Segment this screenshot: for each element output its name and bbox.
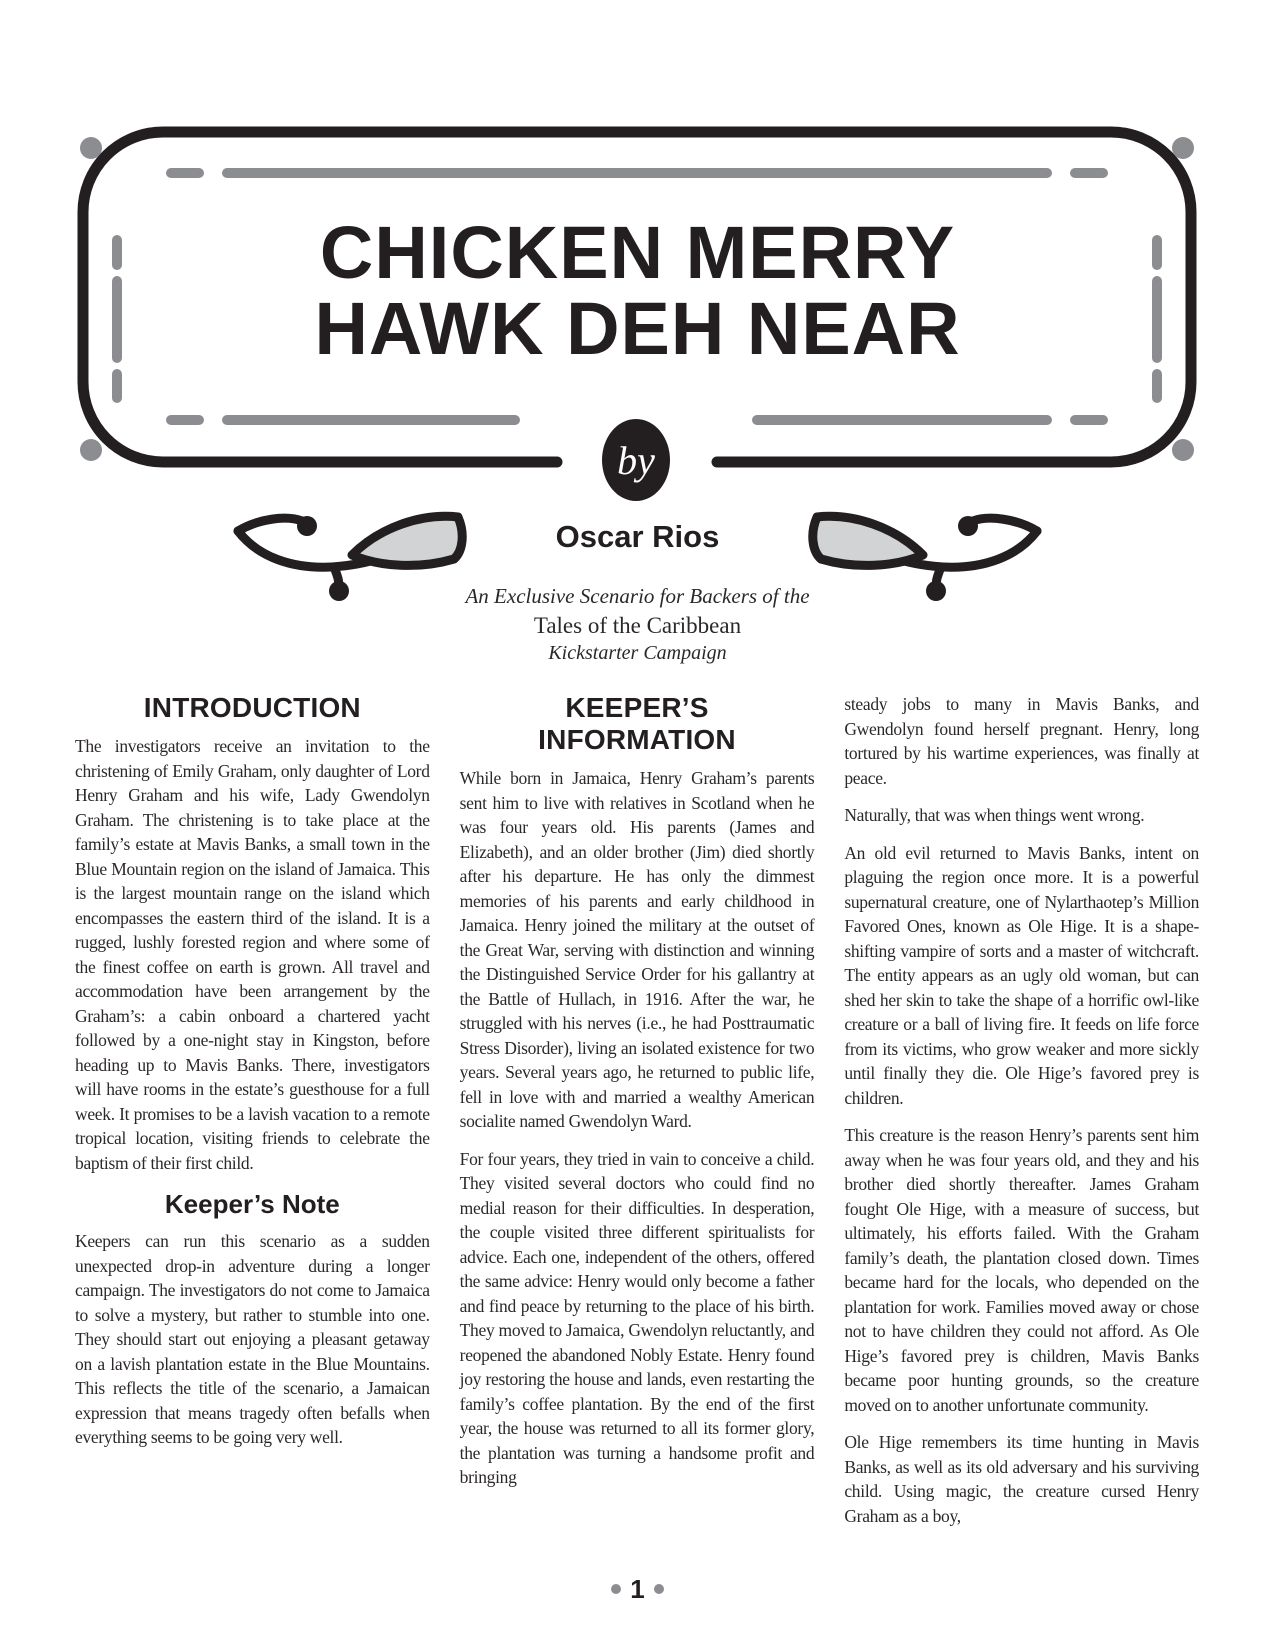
section-heading-introduction: INTRODUCTION xyxy=(143,692,361,723)
corner-dot-icon xyxy=(80,439,102,461)
section-heading-keepers-information: KEEPER’S INFORMATION xyxy=(538,692,736,755)
section-heading-keepers-note: Keeper’s Note xyxy=(164,1189,340,1219)
subtitle-line-3: Kickstarter Campaign xyxy=(548,642,727,664)
paragraph: For four years, they tried in vain to conceive a child. They visited several doctors who could find no medial reason for their difficulties. In desperation, the couple visited three different spiritualists for advice. Each one, independent of the others, offered the same advice: Henry would only become a father and find peace by returning to the place of his birth. They moved to Jamaica, Gwendolyn reluctantly, and reopened the abandoned Nobly Estate. Henry found joy restoring the house and lands, even restarting the family’s coffee plantation. By the end of the first year, the house was returned to all its former glory, the plantation was turning a handsome profit and bringing xyxy=(459,1148,815,1487)
page-title xyxy=(0,211,1275,370)
paragraph: While born in Jamaica, Henry Graham’s parents sent him to live with relatives in Scotland when he was four years old. His parents (James and Elizabeth), and an older brother (Jim) died shortly after his departure. He has only the dimmest memories of his parents and early childhood in Jamaica. Henry joined the military at the outset of the Great War, serving with distinction and winning the Distinguished Service Order for his gallantry at the Battle of Hullach, in 1916. After the war, he struggled with his nerves (i.e., he had Posttraumatic Stress Disorder), living an isolated existence for two years. Several years ago, he returned to public life, fell in love with and married a wealthy American socialite named Gwendolyn Ward. xyxy=(459,768,815,1131)
paragraph: Ole Hige remembers its time hunting in Mavis Banks, as well as its old adversary and his surviving child. Using magic, the creature cursed Henry Graham as a boy, xyxy=(844,1432,1200,1526)
corner-dot-icon xyxy=(1172,439,1194,461)
paragraph: Naturally, that was when things went wrong. xyxy=(844,805,1145,825)
page-dot-icon xyxy=(611,1584,621,1594)
paragraph: steady jobs to many in Mavis Banks, and Gwendolyn found herself pregnant. Henry, long tortured by his wartime experiences, was finally at peace. xyxy=(844,694,1200,788)
corner-dot-icon xyxy=(80,137,102,159)
paragraph: This creature is the reason Henry’s parents sent him away when he was four years old, and they and his brother died shortly thereafter. James Graham fought Ole Hige, with a measure of success, but ultimately, his efforts failed. With the Graham family’s death, the plantation closed down. Times became hard for the locals, who depended on the plantation for work. Families moved away or chose not to have children they could not afford. As Ole Hige’s favored prey is children, Mavis Banks became poor hunting grounds, so the creature moved on to another unfortunate community. xyxy=(844,1125,1200,1415)
paragraph: The investigators receive an invitation to the christening of Emily Graham, only daughter of Lord Henry Graham and his wife, Lady Gwendolyn Graham. The christening is to take place at the family’s estate at Mavis Banks, a small town in the Blue Mountain region on the island of Jamaica. This is the largest mountain range on the island which encompasses the eastern third of the island. It is a rugged, lushly forested region and where some of the finest coffee on earth is grown. All travel and accommodation have been arrangement by the Graham’s: a cabin onboard a chartered yacht followed by a one-night stay in Kingston, before heading up to Mavis Banks. There, investigators will have rooms in the estate’s guesthouse for a full week. It promises to be a lavish vacation to a remote tropical location, visiting friends to celebrate the baptism of their first child. xyxy=(75,736,430,1173)
column-2 xyxy=(460,692,815,1541)
subtitle-line-2: Tales of the Caribbean xyxy=(533,613,742,638)
page-dot-icon xyxy=(654,1584,664,1594)
corner-dot-icon xyxy=(1172,137,1194,159)
author-name: Oscar Rios xyxy=(555,519,720,554)
subtitle-line-1: An Exclusive Scenario for Backers of the xyxy=(465,584,810,608)
column-1 xyxy=(75,692,430,1541)
byline-prefix: by xyxy=(617,438,655,483)
column-3 xyxy=(844,692,1199,1541)
paragraph: Keepers can run this scenario as a sudden unexpected drop-in adventure during a longer campaign. The investigators do not come to Jamaica to solve a mystery, but rather to stumble into one. They should start out enjoying a pleasant getaway on a lavish plantation estate in the Blue Mountains. This reflects the title of the scenario, a Jamaican expression that means tragedy often befalls when everything seems to be going very well. xyxy=(75,1231,430,1447)
title-line-2: HAWK DEH NEAR xyxy=(314,287,961,370)
title-line-1: CHICKEN MERRY xyxy=(319,211,956,294)
body-columns xyxy=(75,692,1199,1541)
paragraph: An old evil returned to Mavis Banks, intent on plaguing the region once more. It is a powerful supernatural creature, one of Nylarthaotep’s Million Favored Ones, known as Ole Hige. It is a shape-shifting vampire of sorts and a master of witchcraft. The entity appears as an ugly old woman, but can shed her skin to take the shape of a horrific owl-like creature or a ball of living fire. It feeds on life force from its victims, who grow weaker and more sickly until finally they die. Ole Hige’s favored prey is children. xyxy=(844,842,1200,1108)
page-number: 1 xyxy=(630,1574,645,1604)
page-footer xyxy=(0,1576,1275,1602)
